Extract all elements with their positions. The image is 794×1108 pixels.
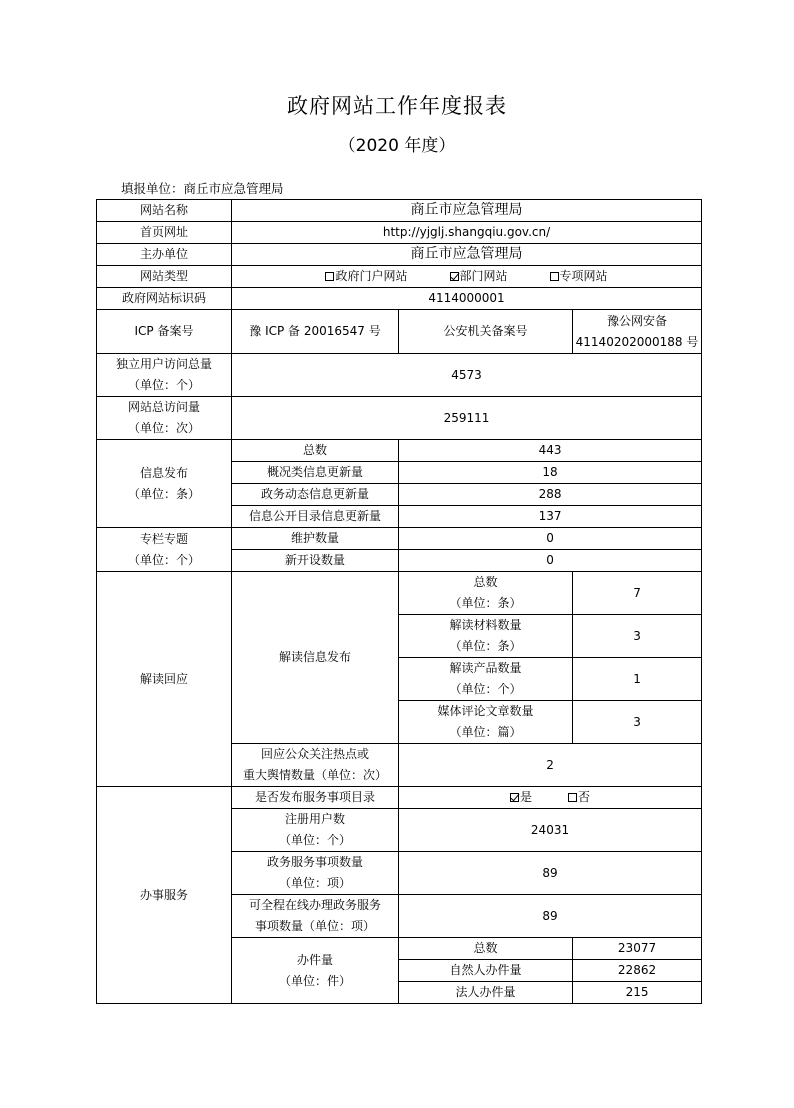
volume-label: 办件量 （单位：件） bbox=[232, 938, 399, 1004]
interp-row-value: 3 bbox=[573, 615, 702, 658]
site-type-option-department: 部门网站 bbox=[450, 266, 508, 287]
checkbox-icon bbox=[550, 272, 559, 281]
row-homepage bbox=[97, 222, 702, 244]
row-service-catalog bbox=[97, 787, 702, 809]
registered-users-label: 注册用户数 （单位：个） bbox=[232, 809, 399, 852]
row-total-visits bbox=[97, 397, 702, 440]
homepage-label: 首页网址 bbox=[97, 222, 232, 244]
homepage-url: http://yjglj.shangqiu.gov.cn/ bbox=[232, 222, 702, 244]
row-info-total bbox=[97, 440, 702, 462]
icp-label: ICP 备案号 bbox=[97, 310, 232, 354]
row-icp bbox=[97, 310, 702, 354]
info-row-label: 概况类信息更新量 bbox=[232, 462, 399, 484]
report-year: （2020 年度） bbox=[338, 136, 456, 156]
police-record-label: 公安机关备案号 bbox=[399, 310, 573, 354]
row-site-id bbox=[97, 288, 702, 310]
report-table bbox=[96, 199, 702, 1004]
checkbox-icon bbox=[568, 793, 577, 802]
interp-row-value: 3 bbox=[573, 701, 702, 744]
site-name-label: 网站名称 bbox=[97, 200, 232, 222]
service-items-value: 89 bbox=[399, 852, 702, 895]
row-site-type bbox=[97, 266, 702, 288]
response-value: 2 bbox=[399, 744, 702, 787]
icp-value: 豫 ICP 备 20016547 号 bbox=[232, 310, 399, 354]
police-record-value: 豫公网安备 41140202000188 号 bbox=[573, 310, 702, 354]
info-row-label: 总数 bbox=[232, 440, 399, 462]
info-release-label: 信息发布 （单位：条） bbox=[97, 440, 232, 528]
report-title: 政府网站工作年度报表 bbox=[287, 94, 507, 118]
row-unique-visitors bbox=[97, 354, 702, 397]
host-unit-label: 主办单位 bbox=[97, 244, 232, 266]
interp-row-label: 总数 （单位：条） bbox=[399, 572, 573, 615]
catalog-option-yes: 是 bbox=[510, 787, 532, 808]
columns-row-value: 0 bbox=[399, 550, 702, 572]
row-site-name bbox=[97, 200, 702, 222]
response-label: 回应公众关注热点或 重大舆情数量（单位：次） bbox=[232, 744, 399, 787]
total-visits-label: 网站总访问量 （单位：次） bbox=[97, 397, 232, 440]
catalog-label: 是否发布服务事项目录 bbox=[232, 787, 399, 809]
row-host-unit bbox=[97, 244, 702, 266]
info-row-value: 137 bbox=[399, 506, 702, 528]
columns-row-label: 维护数量 bbox=[232, 528, 399, 550]
online-items-value: 89 bbox=[399, 895, 702, 938]
volume-row-value: 23077 bbox=[573, 938, 702, 960]
registered-users-value: 24031 bbox=[399, 809, 702, 852]
interp-row-value: 1 bbox=[573, 658, 702, 701]
online-items-label: 可全程在线办理政务服务 事项数量（单位：项） bbox=[232, 895, 399, 938]
volume-row-label: 总数 bbox=[399, 938, 573, 960]
catalog-options bbox=[399, 787, 702, 809]
row-columns-maintained bbox=[97, 528, 702, 550]
info-row-value: 443 bbox=[399, 440, 702, 462]
columns-row-value: 0 bbox=[399, 528, 702, 550]
service-items-label: 政务服务事项数量 （单位：项） bbox=[232, 852, 399, 895]
columns-label: 专栏专题 （单位：个） bbox=[97, 528, 232, 572]
site-id-value: 4114000001 bbox=[232, 288, 702, 310]
site-type-option-portal: 政府门户网站 bbox=[325, 266, 407, 287]
info-row-value: 18 bbox=[399, 462, 702, 484]
row-interp-total bbox=[97, 572, 702, 615]
site-type-label: 网站类型 bbox=[97, 266, 232, 288]
site-name-value: 商丘市应急管理局 bbox=[232, 200, 702, 222]
site-type-option-special: 专项网站 bbox=[550, 266, 608, 287]
interp-row-value: 7 bbox=[573, 572, 702, 615]
total-visits-value: 259111 bbox=[232, 397, 702, 440]
catalog-option-no: 否 bbox=[568, 787, 590, 808]
volume-row-label: 自然人办件量 bbox=[399, 960, 573, 982]
info-row-value: 288 bbox=[399, 484, 702, 506]
interp-row-label: 解读产品数量 （单位：个） bbox=[399, 658, 573, 701]
filing-unit: 填报单位：商丘市应急管理局 bbox=[121, 181, 284, 196]
checkbox-icon bbox=[325, 272, 334, 281]
services-label: 办事服务 bbox=[97, 787, 232, 1004]
volume-row-label: 法人办件量 bbox=[399, 982, 573, 1004]
checked-checkbox-icon bbox=[450, 272, 459, 281]
interp-row-label: 解读材料数量 （单位：条） bbox=[399, 615, 573, 658]
volume-row-value: 22862 bbox=[573, 960, 702, 982]
unique-visitors-value: 4573 bbox=[232, 354, 702, 397]
volume-row-value: 215 bbox=[573, 982, 702, 1004]
interp-row-label: 媒体评论文章数量 （单位：篇） bbox=[399, 701, 573, 744]
columns-row-label: 新开设数量 bbox=[232, 550, 399, 572]
host-unit-value: 商丘市应急管理局 bbox=[232, 244, 702, 266]
interpretation-label: 解读回应 bbox=[97, 572, 232, 787]
info-row-label: 信息公开目录信息更新量 bbox=[232, 506, 399, 528]
unique-visitors-label: 独立用户访问总量 （单位：个） bbox=[97, 354, 232, 397]
site-type-options bbox=[232, 266, 702, 288]
checked-checkbox-icon bbox=[510, 793, 519, 802]
site-id-label: 政府网站标识码 bbox=[97, 288, 232, 310]
interpretation-sub-label: 解读信息发布 bbox=[232, 572, 399, 744]
info-row-label: 政务动态信息更新量 bbox=[232, 484, 399, 506]
